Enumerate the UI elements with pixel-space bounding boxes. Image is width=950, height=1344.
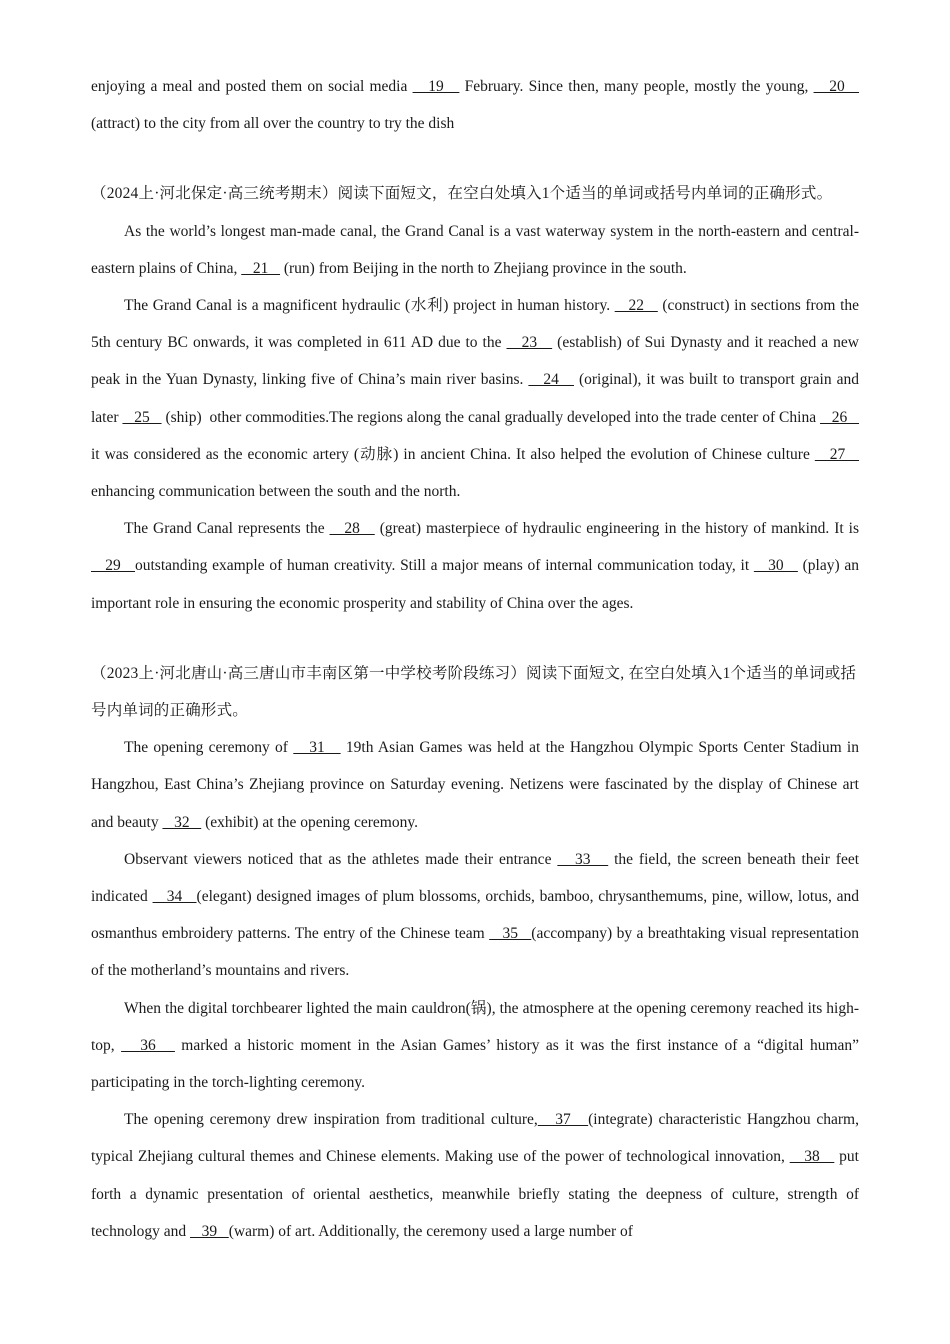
text: (exhibit) at the opening ceremony. [201, 813, 418, 831]
blank-26[interactable]: 26 [820, 408, 860, 426]
paragraph [91, 287, 863, 510]
document-page [91, 68, 863, 1250]
text: (accompany) by a breathtaking visual representation of the motherland’s mountains and rivers. [91, 925, 863, 980]
blank-31[interactable]: 31 [293, 739, 341, 757]
blank-30[interactable]: 30 [753, 557, 798, 575]
passage-a [91, 68, 863, 142]
blank-37[interactable]: 37 [537, 1111, 589, 1129]
text: (attract) to the city from all over the country to try the dish [91, 78, 863, 133]
blank-36[interactable]: 36 [121, 1036, 175, 1054]
text: (play) an important role in ensuring the economic prosperity and stability of China over the ages. [91, 557, 863, 612]
text: 19th Asian Games was held at the Hangzhou Olympic Sports Center Stadium in Hangzhou, East China’s Zhejiang province on Saturday evening. Netizens were fascinated by the display of Chinese art and beauty [91, 739, 863, 831]
paragraph [91, 990, 863, 1102]
text: enhancing communication between the south and the north. [91, 445, 863, 501]
text: (run) from Beijing in the north to Zhejiang province in the south. [279, 259, 687, 277]
text: (construct) in sections from the 5th century BC onwards, it was completed in 611 AD due to the [91, 297, 863, 352]
blank-25[interactable]: 25 [122, 408, 162, 426]
passage-b [91, 175, 863, 621]
blank-29[interactable]: 29 [91, 557, 135, 575]
passage-heading: （2023上·河北唐山·高三唐山市丰南区第一中学校考阶段练习）阅读下面短文, 在空白处填入1个适当的单词或括号内单词的正确形式。 [91, 664, 857, 720]
text: marked a historic moment in the Asian Games’ history as it was the first instance of a “digital human” participating in the torch-lighting ceremony. [91, 1036, 863, 1092]
paragraph [91, 510, 863, 622]
text: (original), it was built to transport grain and later [91, 371, 863, 426]
blank-35[interactable]: 35 [489, 925, 532, 943]
blank-34[interactable]: 34 [152, 888, 197, 906]
text: the field, the screen beneath their feet indicated [91, 850, 863, 906]
text: (elegant) designed images of plum blossoms, orchids, bamboo, chrysanthemums, pine, willow, lotus, and osmanthus embroidery patterns. The entry of the Chinese team [91, 888, 863, 943]
text: Observant viewers noticed that as the athletes made their entrance [124, 850, 558, 868]
passage-c [91, 655, 863, 1250]
blank-22[interactable]: 22 [614, 297, 658, 315]
paragraph [91, 1101, 863, 1250]
paragraph [91, 213, 859, 287]
text: The Grand Canal represents the [124, 520, 330, 538]
text: put forth a dynamic presentation of oriental aesthetics, meanwhile briefly stating the deepness of culture, strength of technology and [91, 1148, 863, 1240]
text: enjoying a meal and posted them on social media [91, 78, 413, 95]
text: (warm) of art. Additionally, the ceremony used a large number of [228, 1222, 633, 1240]
text: February. Since then, many people, mostly the young, [459, 78, 814, 95]
text: it was considered as the economic artery (动脉) in ancient China. It also helped the evolution of Chinese culture [91, 408, 863, 463]
text: (ship) other commodities.The regions along the canal gradually developed into the trade center of China [161, 408, 821, 426]
text: The Grand Canal is a magnificent hydraulic (水利) project in human history. [124, 297, 615, 315]
paragraph [91, 68, 863, 142]
spacer [91, 142, 859, 175]
text: As the world’s longest man-made canal, the Grand Canal is a vast waterway system in the north-eastern and central-eastern plains of China, [91, 222, 859, 277]
text: (establish) of Sui Dynasty and it reached a new peak in the Yuan Dynasty, linking five of China’s main river basins. [91, 334, 863, 389]
blank-28[interactable]: 28 [329, 520, 375, 538]
blank-27[interactable]: 27 [814, 445, 860, 463]
blank-20[interactable]: 20 [813, 78, 860, 95]
text: The opening ceremony drew inspiration from traditional culture, [124, 1111, 538, 1129]
text: (great) masterpiece of hydraulic engineering in the history of mankind. It is [374, 520, 863, 538]
paragraph [91, 841, 863, 990]
paragraph [91, 729, 863, 841]
blank-32[interactable]: 32 [162, 813, 202, 831]
text: When the digital torchbearer lighted the main cauldron(锅), the atmosphere at the opening ceremony reached its high-top, [91, 999, 859, 1054]
passage-heading: （2024上·河北保定·高三统考期末）阅读下面短文，在空白处填入1个适当的单词或括号内单词的正确形式。 [91, 185, 833, 203]
blank-19[interactable]: 19 [412, 78, 460, 95]
blank-33[interactable]: 33 [557, 850, 609, 868]
blank-38[interactable]: 38 [789, 1148, 835, 1166]
text: (integrate) characteristic Hangzhou charm, typical Zhejiang cultural themes and Chinese elements. Making use of the power of technological innovation, [91, 1111, 863, 1166]
text: The opening ceremony of [124, 739, 294, 757]
spacer [91, 622, 859, 655]
text: outstanding example of human creativity. Still a major means of internal communication today, it [135, 557, 754, 575]
blank-24[interactable]: 24 [528, 371, 574, 389]
blank-39[interactable]: 39 [190, 1222, 229, 1240]
blank-23[interactable]: 23 [506, 334, 553, 352]
blank-21[interactable]: 21 [241, 259, 280, 277]
